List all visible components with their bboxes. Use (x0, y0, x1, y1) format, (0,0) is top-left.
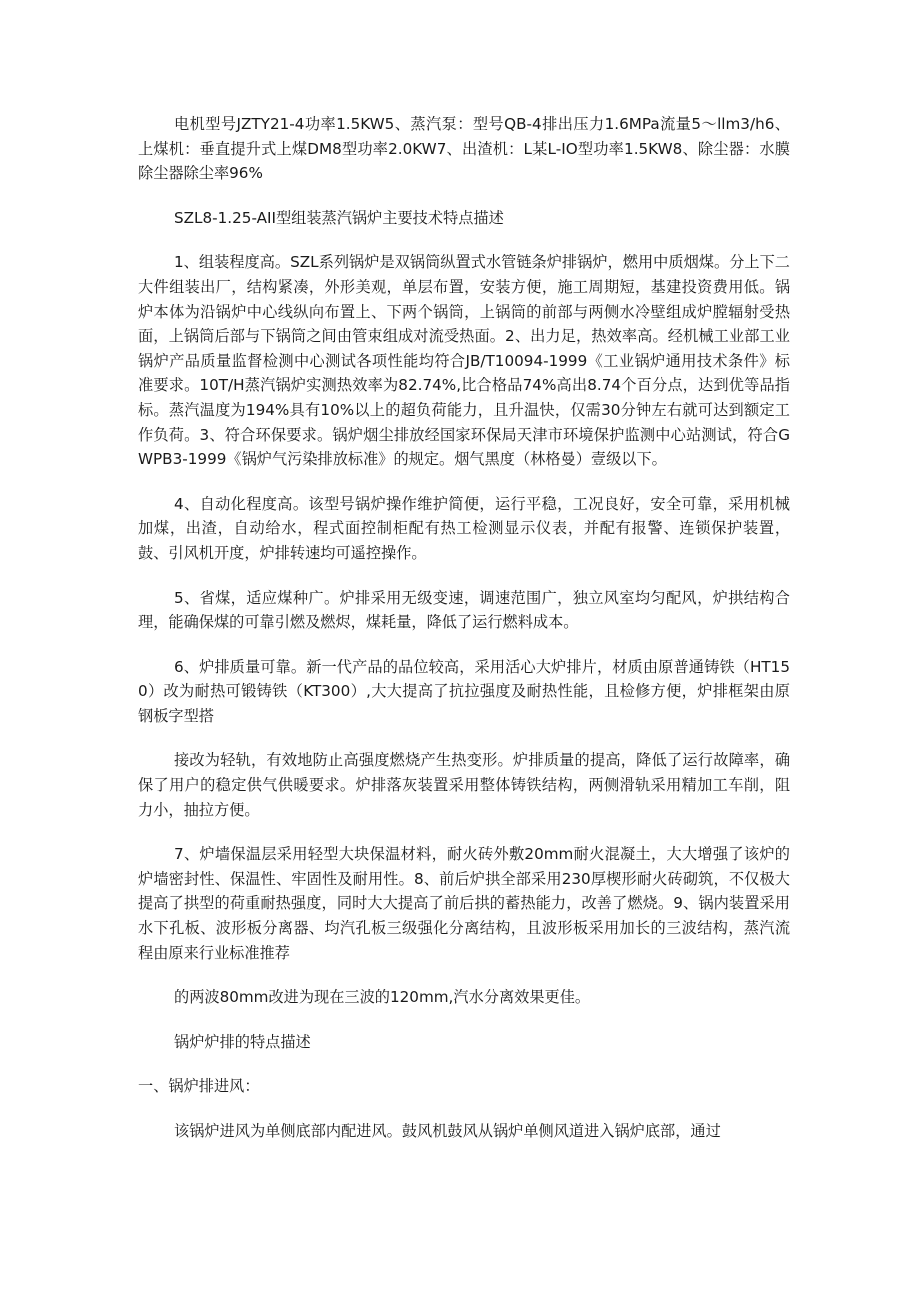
paragraph-equipment-specs: 电机型号JZTY21-4功率1.5KW5、蒸汽泵：型号QB-4排出压力1.6MPa流量5～llm3/h6、上煤机：垂直提升式上煤DM8型功率2.0KW7、出渣机：L某L-IO型功率1.5KW8、除尘器：水膜除尘器除尘率96% (138, 115, 790, 183)
paragraph-feature-9-continued: 的两波80mm改进为现在三波的120mm,汽水分离效果更佳。 (174, 988, 591, 1007)
section-heading-grate-features: 锅炉炉排的特点描述 (174, 1032, 311, 1051)
subheading-grate-air-intake: 一、锅炉排进风： (138, 1077, 260, 1096)
paragraph-feature-6: 6、炉排质量可靠。新一代产品的品位较高，采用活心大炉排片，材质由原普通铸铁（HT150）改为耐热可锻铸铁（KT300）,大大提高了抗拉强度及耐热性能，且检修方便，炉排框架由原钢板字型搭 (138, 657, 790, 725)
paragraph-feature-4: 4、自动化程度高。该型号锅炉操作维护简便，运行平稳，工况良好，安全可靠，采用机械加煤，出渣，自动给水，程式面控制柜配有热工检测显示仪表，并配有报警、连锁保护装置，鼓、引风机开度，炉排转速均可遥控操作。 (138, 494, 790, 562)
paragraph-features-1-3: 1、组装程度高。SZL系列锅炉是双锅筒纵置式水管链条炉排锅炉，燃用中质烟煤。分上下二大件组装出厂，结构紧凑，外形美观，单层布置，安装方便，施工周期短，基建投资费用低。锅炉本体为沿锅炉中心线纵向布置上、下两个锅筒，上锅筒的前部与两侧水冷壁组成炉膛辐射受热面，上锅筒后部与下锅筒之间由管束组成对流受热面。2、出力足，热效率高。经机械工业部工业锅炉产品质量监督检测中心测试各项性能均符合JB/T10094-1999《工业锅炉通用技术条件》标准要求。10T/H蒸汽锅炉实测热效率为82.74%,比合格品74%高出8.74个百分点，达到优等品指标。蒸汽温度为194%具有10%以上的超负荷能力，且升温快，仅需30分钟左右就可达到额定工作负荷。3、符合环保要求。锅炉烟尘排放经国家环保局天津市环境保护监测中心站测试，符合GWPB3-1999《锅炉气污染排放标准》的规定。烟气黑度（林格曼）壹级以下。 (138, 253, 790, 469)
document-body (138, 112, 790, 1164)
paragraph-feature-6-continued: 接改为轻轨，有效地防止高强度燃烧产生热变形。炉排质量的提高，降低了运行故障率，确保了用户的稳定供气供暖要求。炉排落灰装置采用整体铸铁结构，两侧滑轨采用精加工车削，阻力小，抽拉方便。 (138, 751, 790, 819)
paragraph-features-7-9: 7、炉墙保温层采用轻型大块保温材料，耐火砖外敷20mm耐火混凝土，大大增强了该炉的炉墙密封性、保温性、牢固性及耐用性。8、前后炉拱全部采用230厚楔形耐火砖砌筑，不仅极大提高了拱型的荷重耐热强度，同时大大提高了前后拱的蓄热能力，改善了燃烧。9、锅内装置采用水下孔板、波形板分离器、均汽孔板三级强化分离结构，且波形板采用加长的三波结构，蒸汽流程由原来行业标准推荐 (138, 845, 790, 962)
section-heading-technical-features: SZL8-1.25-AII型组装蒸汽锅炉主要技术特点描述 (174, 208, 504, 227)
paragraph-feature-5: 5、省煤，适应煤种广。炉排采用无级变速，调速范围广，独立风室均匀配风，炉拱结构合理，能确保煤的可靠引燃及燃烬，煤耗量，降低了运行燃料成本。 (138, 588, 790, 632)
paragraph-air-intake: 该锅炉进风为单侧底部内配进风。鼓风机鼓风从锅炉单侧风道进入锅炉底部，通过 (174, 1122, 721, 1140)
